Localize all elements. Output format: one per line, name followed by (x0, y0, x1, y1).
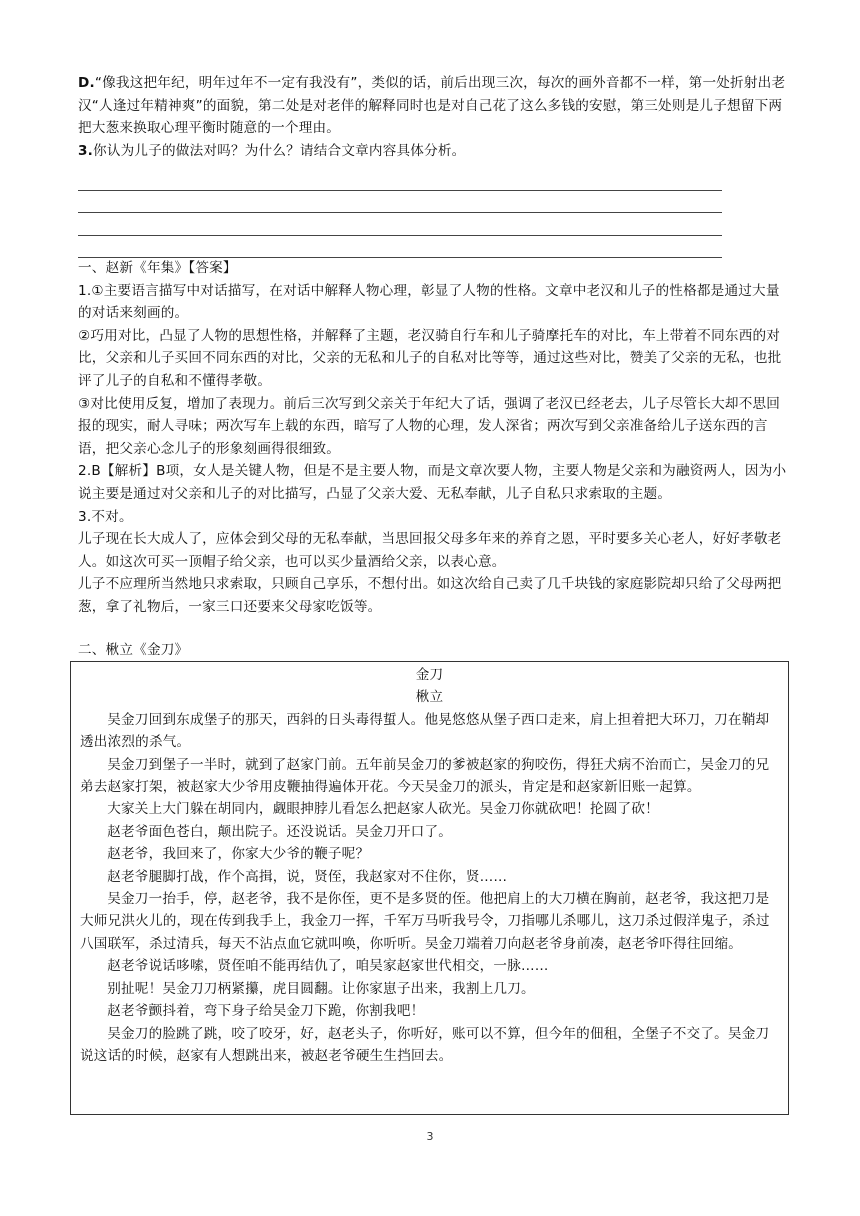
story-box (70, 661, 789, 1115)
answer-line (78, 213, 722, 236)
answer-3-head: 3.不对。 (78, 508, 133, 525)
answer-heading: 一、赵新《年集》【答案】 (78, 260, 237, 276)
answer-1-point-3: ③对比使用反复，增加了表现力。前后三次写到父亲关于年纪大了话，强调了老汉已经老去，儿子尽管长大却不思回报的现实，耐人寻味；两次写车上载的东西，暗写了人物的心理，发人深省；两次写到父亲准备给儿子送东西的言语，把父亲心念儿子的形象刻画得很细致。 (78, 395, 781, 457)
option-d-marker: D. (78, 75, 95, 91)
story-paragraph: 吴金刀一抬手，停，赵老爷，我不是你侄，更不是多贤的侄。他把肩上的大刀横在胸前，赵老爷，我这把刀是大师兄洪火儿的，现在传到我手上，我金刀一挥，千军万马听我号令，刀指哪儿杀哪儿，这刀杀过假洋鬼子，杀过八国联军，杀过清兵，每天不沾点血它就叫唤，你听听。吴金刀端着刀向赵老爷身前凑，赵老爷吓得往回缩。 (80, 891, 770, 952)
answer-1-point-1: 1.①主要语言描写中对话描写，在对话中解释人物心理，彰显了人物的性格。文章中老汉和儿子的性格都是通过大量的对话来刻画的。 (78, 282, 780, 322)
story-author: 楸立 (415, 689, 444, 706)
story-paragraph: 赵老爷，我回来了，你家大少爷的鞭子呢？ (107, 846, 370, 863)
answer-line (78, 168, 722, 191)
answer-3-paragraph-1: 儿子现在长大成人了，应体会到父母的无私奉献，当思回报父母多年来的养育之恩，平时要多关心老人，好好孝敬老人。如这次可买一顶帽子给父亲，也可以买少量酒给父亲，以表心意。 (78, 531, 782, 570)
section-2-heading: 二、楸立《金刀》 (78, 642, 189, 658)
question-3-text: 你认为儿子的做法对吗？为什么？请结合文章内容具体分析。 (93, 142, 466, 159)
answer-line (78, 236, 722, 259)
option-d-text: “像我这把年纪，明年过年不一定有我没有”，类似的话，前后出现三次，每次的画外音都不一样，第一处折射出老汉“人逢过年精神爽”的面貌，第二处是对老伴的解释同时也是对自己花了这么多钱的安慰，第三处则是儿子想留下两把大葱来换取心理平衡时随意的一个理由。 (78, 75, 786, 137)
question-3-marker: 3. (78, 142, 94, 159)
answer-2: 2.B【解析】B项，女人是关键人物，但是不是主要人物，而是文章次要人物，主要人物是父亲和为融资两人，因为小说主要是通过对父亲和儿子的对比描写，凸显了父亲大爱、无私奉献，儿子自私只求索取的主题。 (78, 463, 787, 502)
answer-3-paragraph-2: 儿子不应理所当然地只求索取，只顾自己享乐，不想付出。如这次给自己卖了几千块钱的家庭影院却只给了父母两把葱，拿了礼物后，一家三口还要来父母家吃饭等。 (78, 576, 782, 615)
question-3 (78, 140, 790, 163)
answer-1-point-2: ②巧用对比，凸显了人物的思想性格，并解释了主题，老汉骑自行车和儿子骑摩托车的对比，车上带着不同东西的对比，父亲和儿子买回不同东西的对比，父亲的无私和儿子的自私对比等等，通过这些对比，赞美了父亲的无私，也批评了儿子的自私和不懂得孝敬。 (78, 327, 782, 389)
story-paragraph: 赵老爷颤抖着，弯下身子给吴金刀下跪，你割我吧！ (107, 1003, 425, 1020)
story-paragraph: 吴金刀到堡子一半时，就到了赵家门前。五年前吴金刀的爹被赵家的狗咬伤，得狂犬病不治而亡，吴金刀的兄弟去赵家打架，被赵家大少爷用皮鞭抽得遍体开花。今天吴金刀的派头，肯定是和赵家新旧账一起算。 (80, 756, 770, 796)
story-title: 金刀 (415, 667, 444, 683)
story-paragraph: 赵老爷面色苍白，颠出院子。还没说话。吴金刀开口了。 (107, 823, 453, 840)
answer-lines (78, 168, 722, 258)
page-number: 3 (426, 1130, 434, 1143)
option-d (78, 72, 790, 140)
story-paragraph: 吴金刀回到东成堡子的那天，西斜的日头毒得蜇人。他晃悠悠从堡子西口走来，肩上担着把大环刀，刀在鞘却透出浓烈的杀气。 (80, 711, 770, 751)
answer-section (78, 257, 790, 619)
story-paragraph: 大家关上大门躲在胡同内，觑眼抻脖儿看怎么把赵家人砍光。吴金刀你就砍吧！抡圆了砍！ (107, 801, 659, 818)
story-paragraph: 赵老爷腿脚打战，作个高揖，说，贤侄，我赵家对不住你，贤…… (107, 868, 508, 885)
question-block (78, 72, 790, 162)
answer-line (78, 191, 722, 214)
story-paragraph: 别扯呢！吴金刀刀柄紧攥，虎目圆翻。让你家崽子出来，我割上几刀。 (107, 980, 535, 997)
story-paragraph: 吴金刀的脸跳了跳，咬了咬牙，好，赵老头子，你听好，账可以不算，但今年的佃租，全堡子不交了。吴金刀说这话的时候，赵家有人想跳出来，被赵老爷硬生生挡回去。 (80, 1025, 770, 1064)
story-paragraph: 赵老爷说话哆嗦，贤侄咱不能再结仇了，咱吴家赵家世代相交，一脉…… (107, 958, 549, 975)
